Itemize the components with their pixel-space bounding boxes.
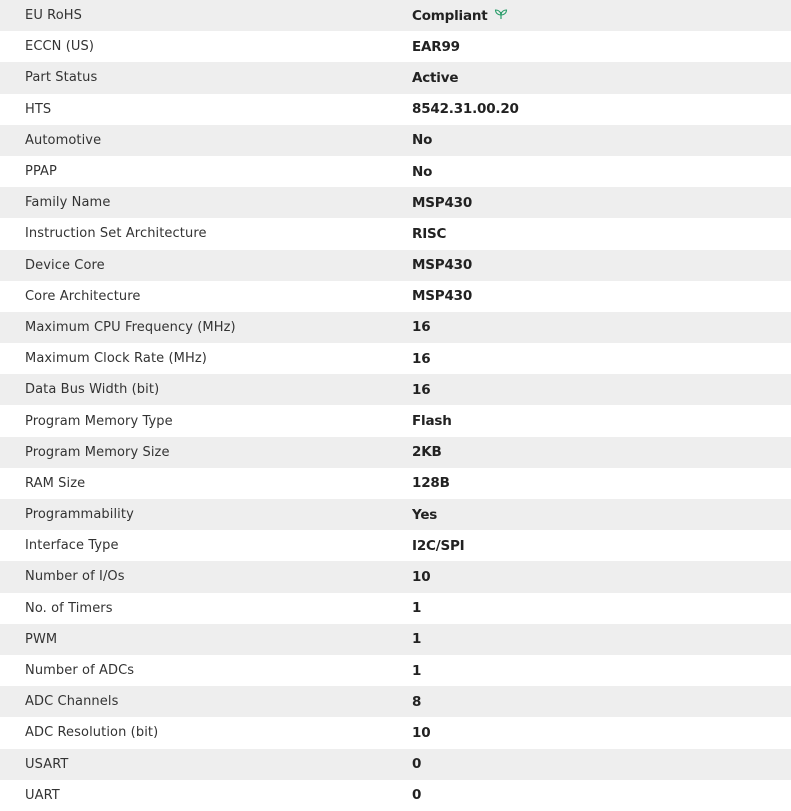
spec-value: 0 bbox=[412, 787, 422, 804]
spec-label: UART bbox=[25, 787, 60, 803]
spec-row-eccn bbox=[0, 31, 791, 62]
spec-label: No. of Timers bbox=[25, 600, 113, 616]
spec-label: PPAP bbox=[25, 164, 57, 180]
spec-row-number-of-adcs bbox=[0, 655, 791, 686]
spec-row-eu-rohs bbox=[0, 0, 791, 31]
spec-label: Number of ADCs bbox=[25, 663, 135, 679]
spec-value: 1 bbox=[412, 631, 422, 648]
spec-label: Part Status bbox=[25, 70, 98, 86]
spec-label: Maximum Clock Rate (MHz) bbox=[25, 351, 207, 367]
spec-value: 128B bbox=[412, 475, 450, 492]
spec-value: 16 bbox=[412, 319, 431, 336]
spec-value: 8542.31.00.20 bbox=[412, 101, 519, 118]
spec-row-adc-resolution bbox=[0, 717, 791, 748]
spec-row-program-memory-type bbox=[0, 405, 791, 436]
spec-row-usart bbox=[0, 749, 791, 780]
spec-label: Number of I/Os bbox=[25, 569, 125, 585]
spec-value: 10 bbox=[412, 568, 431, 585]
spec-value: EAR99 bbox=[412, 38, 460, 55]
spec-row-number-of-ios bbox=[0, 561, 791, 592]
spec-label: Data Bus Width (bit) bbox=[25, 382, 160, 398]
spec-row-automotive bbox=[0, 125, 791, 156]
spec-row-ppap bbox=[0, 156, 791, 187]
spec-value-cell bbox=[412, 0, 791, 31]
spec-label: Instruction Set Architecture bbox=[25, 226, 207, 242]
spec-value: MSP430 bbox=[412, 288, 473, 305]
spec-label: Interface Type bbox=[25, 538, 119, 554]
spec-row-program-memory-size bbox=[0, 437, 791, 468]
spec-row-pwm bbox=[0, 624, 791, 655]
spec-row-family-name bbox=[0, 187, 791, 218]
spec-row-ram-size bbox=[0, 468, 791, 499]
spec-value: Flash bbox=[412, 413, 452, 430]
spec-label: Maximum CPU Frequency (MHz) bbox=[25, 319, 236, 335]
spec-value: No bbox=[412, 132, 433, 149]
spec-row-uart bbox=[0, 780, 791, 811]
spec-label: EU RoHS bbox=[25, 8, 82, 24]
spec-value: 2KB bbox=[412, 444, 442, 461]
spec-row-adc-channels bbox=[0, 686, 791, 717]
spec-value: 16 bbox=[412, 381, 431, 398]
spec-label: ADC Channels bbox=[25, 694, 119, 710]
spec-label: RAM Size bbox=[25, 475, 86, 491]
spec-value: I2C/SPI bbox=[412, 537, 465, 554]
spec-label: USART bbox=[25, 756, 69, 772]
spec-row-isa bbox=[0, 218, 791, 249]
spec-label: Device Core bbox=[25, 257, 105, 273]
spec-row-programmability bbox=[0, 499, 791, 530]
spec-label: Family Name bbox=[25, 195, 111, 211]
spec-value: RISC bbox=[412, 225, 447, 242]
spec-row-core-architecture bbox=[0, 281, 791, 312]
spec-value: 16 bbox=[412, 350, 431, 367]
spec-label: Core Architecture bbox=[25, 288, 141, 304]
spec-label: HTS bbox=[25, 101, 52, 117]
spec-row-device-core bbox=[0, 250, 791, 281]
spec-value: Active bbox=[412, 69, 459, 86]
spec-value: 8 bbox=[412, 693, 422, 710]
spec-row-max-cpu-frequency bbox=[0, 312, 791, 343]
spec-value: 0 bbox=[412, 756, 422, 773]
spec-label: Program Memory Type bbox=[25, 413, 173, 429]
spec-label: Automotive bbox=[25, 132, 102, 148]
spec-value: MSP430 bbox=[412, 257, 473, 274]
leaf-icon bbox=[494, 8, 508, 20]
spec-label: Programmability bbox=[25, 507, 134, 523]
spec-label: Program Memory Size bbox=[25, 444, 170, 460]
spec-value: Compliant bbox=[412, 7, 488, 24]
spec-label: ADC Resolution (bit) bbox=[25, 725, 159, 741]
spec-label: ECCN (US) bbox=[25, 39, 95, 55]
spec-row-hts bbox=[0, 94, 791, 125]
spec-row-timers bbox=[0, 593, 791, 624]
spec-value: MSP430 bbox=[412, 194, 473, 211]
spec-row-part-status bbox=[0, 62, 791, 93]
spec-label: PWM bbox=[25, 631, 58, 647]
spec-value: 10 bbox=[412, 724, 431, 741]
spec-value: 1 bbox=[412, 600, 422, 617]
spec-value: 1 bbox=[412, 662, 422, 679]
spec-row-max-clock-rate bbox=[0, 343, 791, 374]
spec-row-data-bus-width bbox=[0, 374, 791, 405]
spec-row-interface-type bbox=[0, 530, 791, 561]
spec-value: No bbox=[412, 163, 433, 180]
spec-value: Yes bbox=[412, 506, 438, 523]
